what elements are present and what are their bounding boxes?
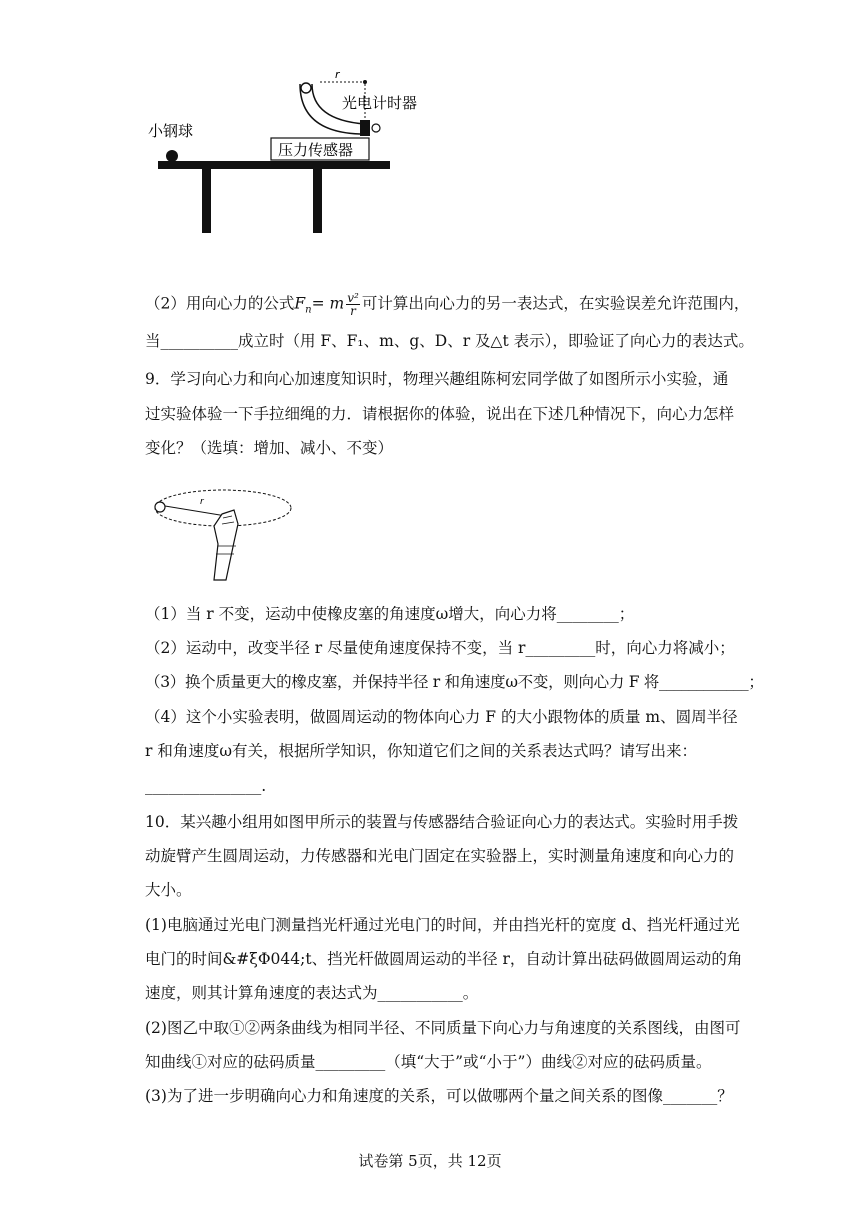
formula-fraction — [346, 292, 360, 317]
q10-line1: 10．某兴趣小组用如图甲所示的装置与传感器结合验证向心力的表达式。实验时用手拨 — [145, 813, 739, 831]
q10-line2: 动旋臂产生圆周运动，力传感器和光电门固定在实验器上，实时测量角速度和向心力的 — [145, 847, 735, 865]
q9-sub4a: （4）这个小实验表明，做圆周运动的物体向心力 F 的大小跟物体的质量 m、圆周半径 — [145, 708, 738, 726]
whirling-figure — [148, 480, 298, 582]
q8-text-after: 可计算出向心力的另一表达式，在实验误差允许范围内， — [361, 294, 750, 313]
q8-text-before: （2）用向心力的公式 — [145, 294, 295, 313]
q8-part2-line1 — [145, 292, 749, 321]
formula-f: F — [294, 294, 306, 313]
q10-line3: 大小。 — [145, 881, 192, 899]
formula-eq: = m — [311, 294, 345, 313]
page-footer: 试卷第 5页，共 12页 — [358, 1152, 502, 1170]
q9-sub3: （3）换个质量更大的橡皮塞，并保持半径 r 和角速度ω不变，则向心力 F 将____________； — [145, 673, 764, 691]
q10-part1-line1: (1)电脑通过光电门测量挡光杆通过光电门的时间，并由挡光杆的宽度 d、挡光杆通过光 — [145, 916, 740, 934]
q9-sub4c: _______________. — [145, 777, 267, 795]
timer-label: 光电计时器 — [342, 94, 418, 112]
q9-sub4b: r 和角速度ω有关，根据所学知识，你知道它们之间的关系表达式吗？请写出来： — [145, 742, 697, 760]
q9-line1: 9．学习向心力和向心加速度知识时，物理兴趣组陈柯宏同学做了如图所示小实验，通 — [145, 370, 729, 388]
q10-part1-line3: 速度，则其计算角速度的表达式为___________。 — [145, 984, 479, 1002]
q9-line2: 过实验体验一下手拉细绳的力．请根据你的体验，说出在下述几种情况下，向心力怎样 — [145, 405, 735, 423]
sensor-label: 压力传感器 — [278, 141, 354, 159]
q8-part2-line2: 当__________成立时（用 F、F₁、m、g、D、r 及△t 表示），即验证了向心力的表达式。 — [145, 332, 754, 350]
formula-numerator: v² — [347, 291, 359, 305]
q10-part2-line2: 知曲线①对应的砝码质量_________（填“大于”或“小于”）曲线②对应的砝码质量。 — [145, 1053, 712, 1071]
q9-sub2: （2）运动中，改变半径 r 尽量使角速度保持不变，当 r_________时，向心力将减小； — [145, 639, 735, 657]
q9-line3: 变化？（选填：增加、减小、不变） — [145, 439, 394, 457]
radius-label: r — [335, 68, 340, 81]
q9-sub1: （1）当 r 不变，运动中使橡皮塞的角速度ω增大，向心力将________； — [145, 605, 635, 623]
apparatus-figure — [140, 62, 430, 242]
figure2-r-label: r — [200, 497, 204, 507]
q10-part3: (3)为了进一步明确向心力和角速度的关系，可以做哪两个量之间关系的图像_______？ — [145, 1087, 733, 1105]
formula-sub: n — [305, 304, 312, 316]
formula-denominator: r — [350, 304, 356, 318]
ball-label: 小钢球 — [148, 122, 194, 140]
q10-part2-line1: (2)图乙中取①②两条曲线为相同半径、不同质量下向心力与角速度的关系图线，由图可 — [145, 1019, 741, 1037]
q10-part1-line2: 电门的时间&#ξΦ044;t、挡光杆做圆周运动的半径 r，自动计算出砝码做圆周运动的角 — [145, 950, 743, 968]
